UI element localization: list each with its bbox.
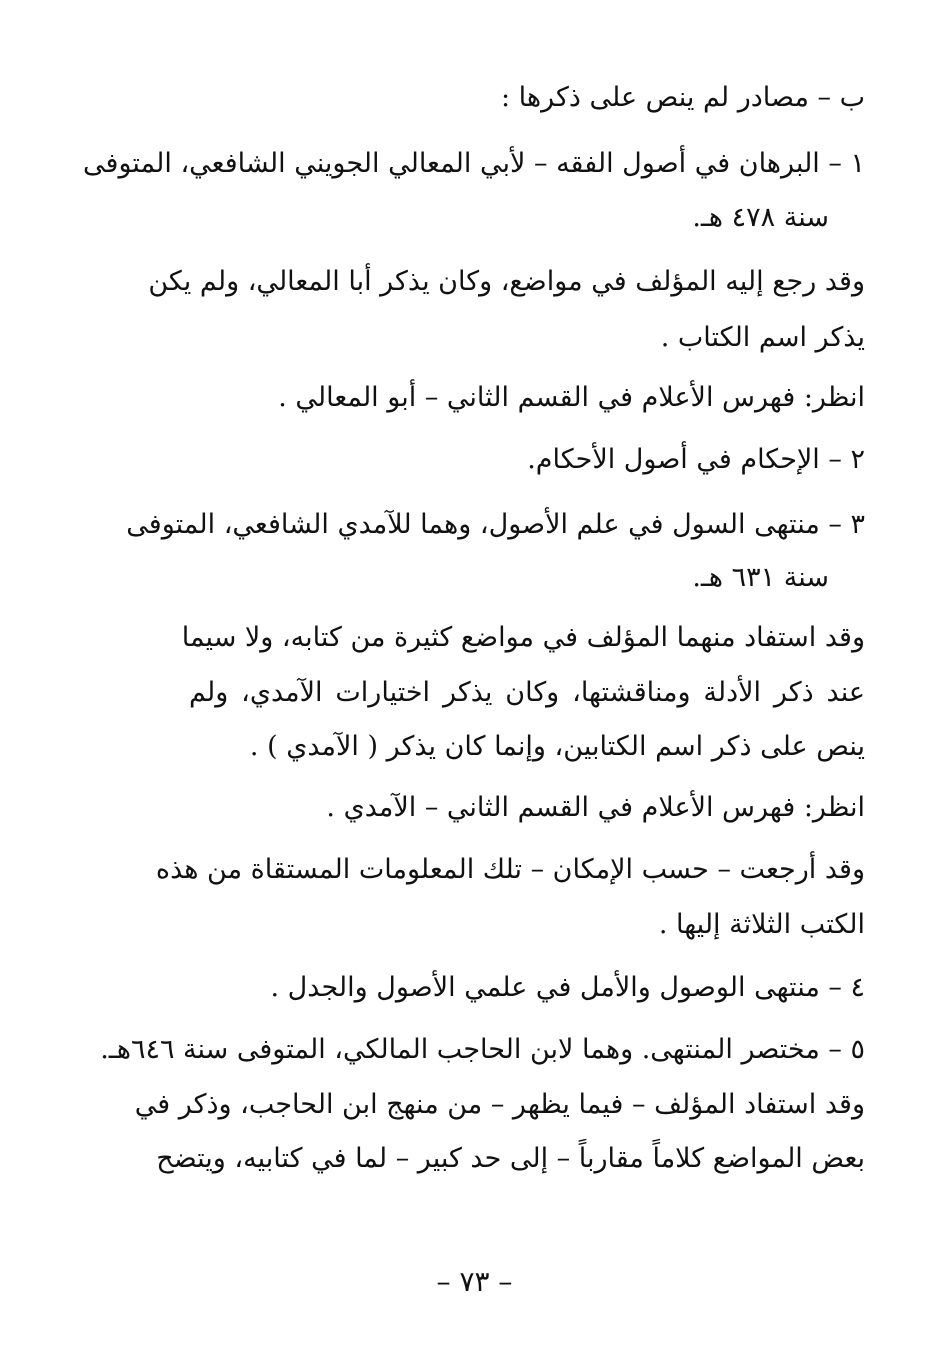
paragraph-4-line-2: بعض المواضع كلاماً مقارباً – إلى حد كبير – لما في كتابيه، ويتضح	[156, 1143, 865, 1174]
paragraph-3-line-1: وقد أرجعت – حسب الإمكان – تلك المعلومات المستقاة من هذه	[155, 854, 865, 885]
list-item-3-line-2: سنة ٦٣١ هـ.	[692, 562, 829, 593]
paragraph-4-line-1: وقد استفاد المؤلف – فيما يظهر – من منهج ابن الحاجب، وذكر في	[134, 1089, 865, 1120]
paragraph-2-line-1: وقد استفاد منهما المؤلف في مواضع كثيرة من كتابه، ولا سيما	[181, 622, 865, 653]
reference-note-1: انظر: فهرس الأعلام في القسم الثاني – أبو المعالي .	[278, 382, 865, 413]
paragraph-1-line-2: يذكر اسم الكتاب .	[660, 322, 865, 353]
reference-note-2: انظر: فهرس الأعلام في القسم الثاني – الآمدي .	[326, 792, 865, 823]
section-heading: ب – مصادر لم ينص على ذكرها :	[501, 82, 865, 113]
list-item-1-line-1: ١ – البرهان في أصول الفقه – لأبي المعالي الجويني الشافعي، المتوفى	[83, 148, 865, 179]
list-item-4: ٤ – منتهى الوصول والأمل في علمي الأصول والجدل .	[270, 972, 865, 1003]
paragraph-2-line-2: عند ذكر الأدلة ومناقشتها، وكان يذكر اختيارات الآمدي، ولم	[189, 677, 865, 708]
page-number: – ٧٣ –	[436, 1265, 513, 1298]
list-item-5: ٥ – مختصر المنتهى. وهما لابن الحاجب المالكي، المتوفى سنة ٦٤٦هـ.	[100, 1034, 865, 1065]
list-item-1-line-2: سنة ٤٧٨ هـ.	[692, 202, 829, 233]
paragraph-3-line-2: الكتب الثلاثة إليها .	[658, 909, 865, 940]
list-item-2: ٢ – الإحكام في أصول الأحكام.	[527, 444, 865, 475]
paragraph-2-line-3: ينص على ذكر اسم الكتابين، وإنما كان يذكر ( الآمدي ) .	[249, 731, 865, 762]
paragraph-1-line-1: وقد رجع إليه المؤلف في مواضع، وكان يذكر أبا المعالي، ولم يكن	[148, 266, 865, 297]
list-item-3-line-1: ٣ – منتهى السول في علم الأصول، وهما للآمدي الشافعي، المتوفى	[126, 509, 865, 540]
